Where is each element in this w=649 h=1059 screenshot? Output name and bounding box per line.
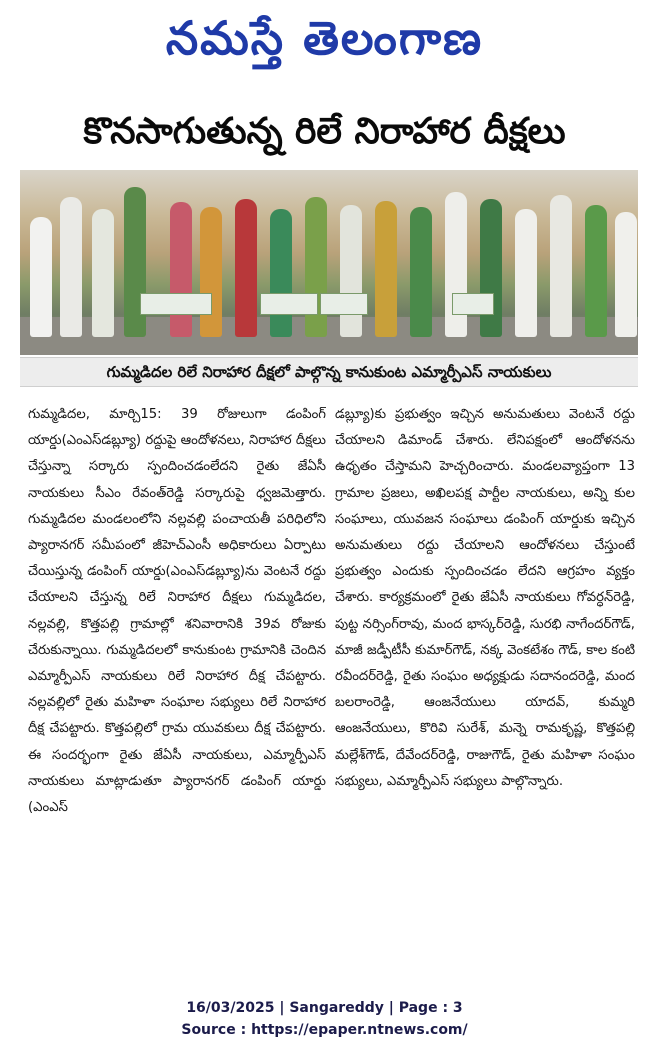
newspaper-masthead: [0, 6, 649, 70]
masthead-title: నమస్తే తెలంగాణ: [165, 11, 484, 65]
photo-person: [270, 209, 292, 337]
photo-person: [375, 201, 397, 337]
photo-person: [30, 217, 52, 337]
footer-source-link[interactable]: Source : https://epaper.ntnews.com/: [181, 1022, 468, 1038]
photo-person: [585, 205, 607, 337]
photo-placard: [140, 293, 212, 315]
photo-placard: [452, 293, 494, 315]
photo-person: [410, 207, 432, 337]
photo-person: [515, 209, 537, 337]
photo-person: [200, 207, 222, 337]
photo-person: [480, 199, 502, 337]
photo-person: [170, 202, 192, 337]
footer-dateline: 16/03/2025 | Sangareddy | Page : 3: [186, 1000, 463, 1016]
photo-person: [92, 209, 114, 337]
photo-placard: [260, 293, 318, 315]
photo-placard: [320, 293, 368, 315]
article-body-column-left: గుమ్మడిదల, మార్చి15: 39 రోజులుగా డంపింగ్ యార్డు(ఎంఎస్‌డబ్ల్యూ) రద్దుపై ఆందోళనలు, నిరాహార దీక్షలు చేస్తున్నా సర్కారు స్పందించడంలేదని రైతు జేఏసీ నాయకులు సీఎం రేవంత్‌రెడ్డి సర్కారుపై ధ్వజమెత్తారు. గుమ్మడిదల మండలంలోని నల్లవల్లి పంచాయతీ పరిధిలోని ప్యారానగర్ సమీపంలో జీహెచ్‌ఎంసీ అధికారులు ఏర్పాటు చేయిస్తున్న డంపింగ్ యార్డు(ఎంఎస్‌డబ్ల్యూ)ను వెంటనే రద్దు చేయాలని చేస్తున్న రిలే నిరాహార దీక్షలు గుమ్మడిదల, నల్లవల్లి, కొత్తపల్లి గ్రామాల్లో శనివారానికి 39వ రోజుకు చేరుకున్నాయి. గుమ్మడిదలలో కానుకుంట గ్రామానికి చెందిన ఎమ్మార్పీఎస్ నాయకులు రిలే నిరాహార దీక్ష చేపట్టారు. నల్లవల్లిలో రైతు మహిళా సంఘాల సభ్యులు రిలే నిరాహార దీక్ష చేపట్టారు. కొత్తపల్లిలో గ్రామ యువకులు దీక్ష చేపట్టారు. ఈ సందర్భంగా రైతు జేఏసీ నాయకులు, ఎమ్మార్పీఎస్ నాయకులు మాట్లాడుతూ ప్యారానగర్ డంపింగ్ యార్డు (ఎంఎస్: [28, 407, 326, 816]
photo-person: [550, 195, 572, 337]
article-body-column-right: డబ్ల్యూ)కు ప్రభుత్వం ఇచ్చిన అనుమతులు వెంటనే రద్దు చేయాలని డిమాండ్ చేశారు. లేనిపక్షంలో ఆందోళనను ఉధృతం చేస్తామని హెచ్చరించారు. మండలవ్యాప్తంగా 13 గ్రామాల ప్రజలు, అఖిలపక్ష పార్టీల నాయకులు, అన్ని కుల సంఘాలు, యువజన సంఘాలు డంపింగ్ యార్డుకు ఇచ్చిన అనుమతులు రద్దు చేయాలని ఆందోళనలు చేస్తుంటే ప్రభుత్వం ఎందుకు స్పందించడం లేదని ఆగ్రహం వ్యక్తం చేశారు. కార్యక్రమంలో రైతు జేఏసీ నాయకులు గోవర్ధన్‌రెడ్డి, పుట్ట నర్సింగ్‌రావు, మంద భాస్కర్‌రెడ్డి, సురభి నాగేందర్‌గౌడ్, మాజీ జడ్పీటీసీ కుమార్‌గౌడ్, నక్క వెంకటేశం గౌడ్, కాల కంటి రవీందర్‌రెడ్డి, రైతు సంఘం అధ్యక్షుడు సదానందరెడ్డి, మంద బలరాంరెడ్డి, ఆంజనేయులు యాదవ్, కుమ్మరి ఆంజనేయులు, కొరివి సురేశ్, మన్నె రామకృష్ణ, కొత్తపల్లి మల్లేశ్‌గౌడ్, దేవేందర్‌రెడ్డి, రాజుగౌడ్, రైతు మహిళా సంఘం సభ్యులు, ఎమ్మార్పీఎస్ సభ్యులు పాల్గొన్నారు.: [335, 407, 635, 789]
photo-person: [445, 192, 467, 337]
photo-person: [235, 199, 257, 337]
photo-person: [60, 197, 82, 337]
photo-person: [340, 205, 362, 337]
photo-person: [615, 212, 637, 337]
photo-caption: గుమ్మడిదల రిలే నిరాహార దీక్షలో పాల్గొన్న కానుకుంట ఎమ్మార్పీఎస్ నాయకులు: [20, 357, 638, 387]
photo-person: [305, 197, 327, 337]
article-headline: కొనసాగుతున్న రిలే నిరాహార దీక్షలు: [83, 111, 566, 152]
article-photo: [20, 170, 638, 355]
